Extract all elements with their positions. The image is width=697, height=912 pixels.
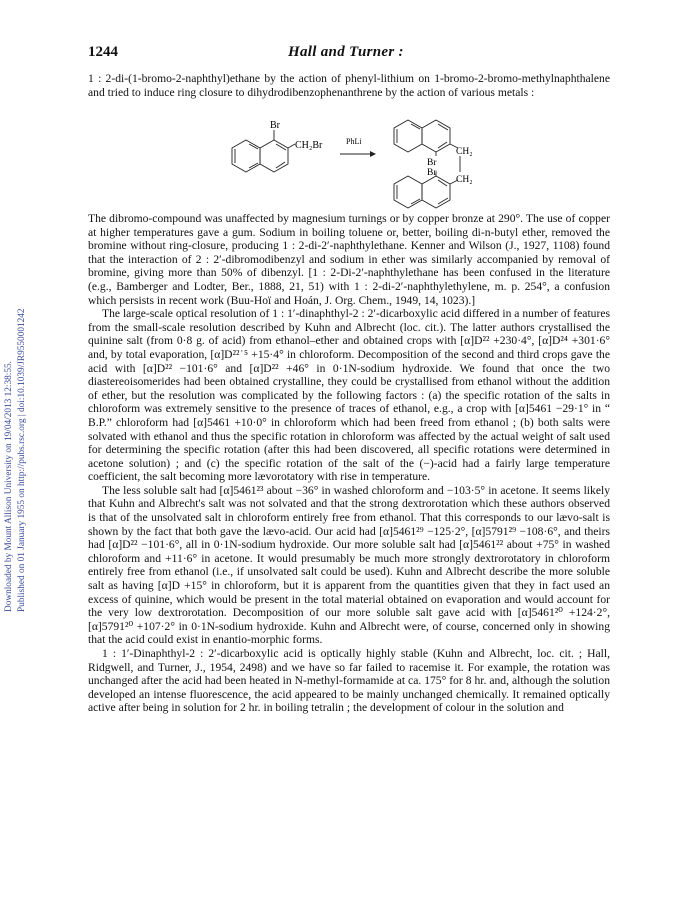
reaction-scheme-drawing bbox=[200, 112, 500, 212]
page-header bbox=[88, 44, 608, 64]
intro-text bbox=[88, 72, 610, 99]
paragraph-salts: The less soluble salt had [α]5461²³ about −36° in washed chloroform and −103·5° in acetone. It seems likely that Kuhn and Albrecht's salt was not solvated and that the strong dextrorotation which these authors observed is that of the unsolvated salt in chloroform entirely free from ethanol. That this corresponds to our lævo-salt is shown by the fact that both gave the lævo-acid. Our acid had [α]5461²⁹ −125·2°, [α]5791²⁹ −108·6°, and theirs had [α]D²² −101·6°, all in 0·1N-sodium hydroxide. Our more soluble salt had [α]5461²² about +75° in washed chloroform and +11·6° in acetone. It would presumably be much more strongly dextrorotatory in chloroform entirely free from ethanol (i.e., if unsolvated salt could be used). Kuhn and Albrecht describe the more soluble salt as having [α]D +15° in chloroform, but it is apparent from the quantities given that they in fact used an excess of quinine, which would be present in the total material obtained on evaporation and would account for the very low dextrorotation. Decomposition of our more soluble salt gave acid with [α]5461²⁰ +124·2°, [α]5791²⁰ +107·2° in 0·1N-sodium hydroxide. Kuhn and Albrecht were, of course, concerned only in showing that the acid could exist in enantio-morphic forms. bbox=[88, 483, 610, 647]
running-title: Hall and Turner : bbox=[288, 44, 404, 60]
product-ch2-lower-label: CH₂ bbox=[456, 175, 473, 185]
product-upper-naphthalene bbox=[394, 120, 458, 156]
reactant-naphthalene bbox=[232, 130, 295, 172]
intro-paragraph: 1 : 2-di-(1-bromo-2-naphthyl)ethane by the action of phenyl-lithium on 1-bromo-2-bromo-methylnaphthalene and tried to induce ring closure to dihydrodibenzophenanthrene by the action of various metals : bbox=[88, 72, 610, 99]
product-ch2-upper-label: CH₂ bbox=[456, 147, 473, 157]
reaction-arrow bbox=[340, 151, 376, 157]
reactant-ch2br-label: CH₂Br bbox=[295, 140, 323, 151]
page-number: 1244 bbox=[88, 44, 118, 60]
product-br-lower-label: Br bbox=[427, 168, 437, 178]
reagent-label: PhLi bbox=[346, 137, 362, 146]
reaction-scheme bbox=[200, 112, 500, 212]
publication-notice[interactable]: Published on 01 January 1955 on http://pubs.rsc.org | doi:10.1039/JR9550001242 bbox=[17, 308, 27, 612]
paragraph-stability: 1 : 1′-Dinaphthyl-2 : 2′-dicarboxylic acid is optically highly stable (Kuhn and Albrecht, loc. cit. ; Hall, Ridgwell, and Turner, J., 1954, 2498) and we have so far failed to racemise it. For example, the rotation was unchanged after the acid had been heated in N-methyl-formamide at ca. 175° for 8 hr. and, although the solution developed an intense fluorescence, the acid appeared to be mainly unchanged chemically. It remained optically active after being in solution for 2 hr. in boiling tetralin ; the development of colour in the solution and bbox=[88, 647, 610, 715]
reactant-br-label: Br bbox=[270, 120, 280, 131]
paragraph-dibromo: The dibromo-compound was unaffected by magnesium turnings or by copper bronze at 290°. The use of copper at higher temperatures gave a gum. Sodium in boiling toluene or, better, boiling di-n-butyl ether, removed the bromine without ring-closure, producing 1 : 2-di-2′-naphthylethane. Kenner and Wilson (J., 1927, 1108) found that the interaction of 2 : 2′-dibromodibenzyl and sodium in ether was similarly accompanied by removal of bromine, giving more than 50% of dibenzyl. [1 : 2-Di-2′-naphthylethane has been confused in the literature (e.g., Bamberger and Lodter, Ber., 1888, 21, 51) with 1 : 2-di-2′-naphthylethylene, m. p. 254°, a confusion which persists in recent work (Buu-Hoï and Hoán, J. Org. Chem., 1949, 14, 1023).] bbox=[88, 212, 610, 307]
product-br-upper-label: Br bbox=[427, 158, 437, 168]
download-notice[interactable]: Downloaded by Mount Allison University on 19/04/2013 12:38:55. bbox=[4, 360, 14, 612]
main-text bbox=[88, 212, 610, 715]
paragraph-resolution: The large-scale optical resolution of 1 : 1′-dinaphthyl-2 : 2′-dicarboxylic acid differed in a number of features from the small-scale resolution described by Kuhn and Albrecht (loc. cit.). The latter authors crystallised the quinine salt (from 0·8 g. of acid) from ethanol–ether and obtained crops with [α]D²² +230·4°, [α]D²⁴ +301·6° and, by total evaporation, [α]D²²˙⁵ +15·4° in chloroform. Decomposition of the second and third crops gave the acid with [α]D²² −101·6° and [α]D²² +46° in 0·1N-sodium hydroxide. We found that once the two diastereoisomerides had been obtained crystalline, they could be crystallised from ethanol without the addition of ether, but the resolution was complicated by the following factors : (a) the specific rotation of the salts in chloroform was extremely sensitive to the presence of traces of ethanol, e.g., a crop with [α]5461 −29·1° in “ B.P.” chloroform had [α]5461 +10·0° in chloroform which had been freed from ethanol ; (b) both salts were solvated with ethanol and thus the specific rotation in chloroform was affected by the actual weight of salt used for determining the specific rotation (after this had been discovered, all specific rotations were determined in acetone solution) ; and (c) the specific rotation of the salt of the (−)-acid had a fairly large temperature coefficient, the salt becoming more lævorotatory with rise in temperature. bbox=[88, 307, 610, 484]
